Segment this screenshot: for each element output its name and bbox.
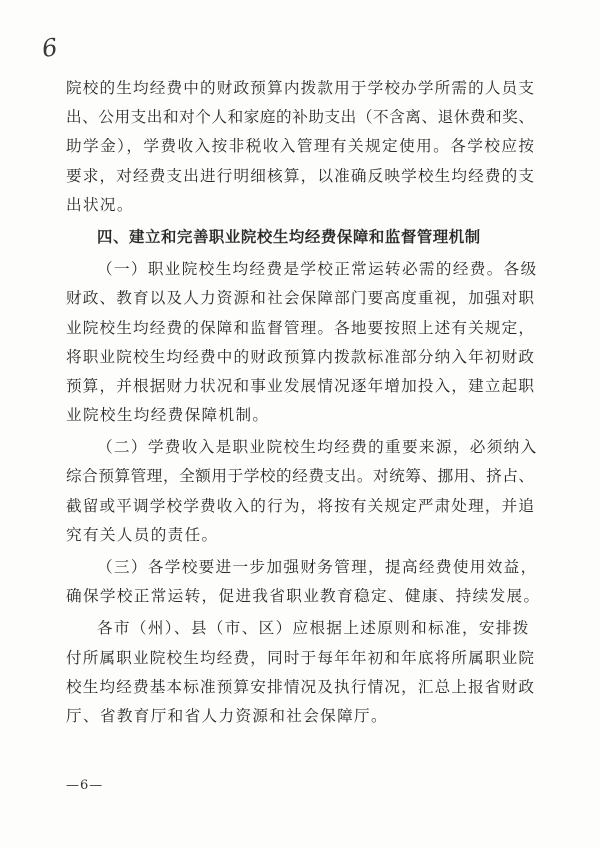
- page-number: —6—: [66, 778, 104, 793]
- text-line: 确保学校正常运转，促进我省职业教育稳定、健康、持续发展。: [66, 587, 541, 606]
- text-line: 出状况。: [66, 195, 134, 214]
- handwritten-page-mark: 6: [40, 33, 60, 63]
- text-line: 校生均经费基本标准预算安排情况及执行情况，汇总上报省财政: [66, 677, 534, 696]
- section-heading: 四、建立和完善职业院校生均经费保障和监督管理机制: [97, 227, 481, 246]
- text-line: 助学金），学费收入按非税收入管理有关规定使用。各学校应按: [66, 137, 534, 156]
- text-line: 财政、教育以及人力资源和社会保障部门要高度重视，加强对职: [66, 289, 534, 308]
- paragraph-start: （一）职业院校生均经费是学校正常运转必需的经费。各级: [97, 260, 538, 279]
- text-line: 预算，并根据财力状况和事业发展情况逐年增加投入，建立起职: [66, 376, 534, 395]
- text-line: 院校的生均经费中的财政预算内拨款用于学校办学所需的人员支: [66, 79, 534, 97]
- text-line: 出、公用支出和对个人和家庭的补助支出（不含离、退休费和奖、: [66, 108, 534, 127]
- text-line: 综合预算管理，全额用于学校的经费支出。对统筹、挪用、挤占、: [66, 467, 534, 486]
- text-line: 究有关人员的责任。: [66, 525, 219, 544]
- text-line: 付所属职业院校生均经费，同时于每年年初和年底将所属职业院: [66, 648, 534, 667]
- text-line: 业院校生均经费保障机制。: [66, 406, 270, 425]
- text-line: 要求，对经费支出进行明细核算，以准确反映学校生均经费的支: [66, 166, 534, 185]
- text-line: 厅、省教育厅和省人力资源和社会保障厅。: [66, 706, 388, 725]
- text-line: 截留或平调学校学费收入的行为，将按有关规定严肃处理，并追: [66, 496, 534, 515]
- text-line: 业院校生均经费的保障和监督管理。各地要按照上述有关规定，: [66, 318, 534, 337]
- paragraph-start: 各市（州）、县（市、区）应根据上述原则和标准，安排拨: [97, 619, 530, 638]
- document-body: [66, 74, 541, 731]
- text-line: 将职业院校生均经费中的财政预算内拨款标准部分纳入年初财政: [66, 347, 534, 366]
- paragraph-start: （二）学费收入是职业院校生均经费的重要来源，必须纳入: [97, 438, 538, 457]
- paragraph-start: （三）各学校要进一步加强财务管理，提高经费使用效益，: [97, 558, 538, 576]
